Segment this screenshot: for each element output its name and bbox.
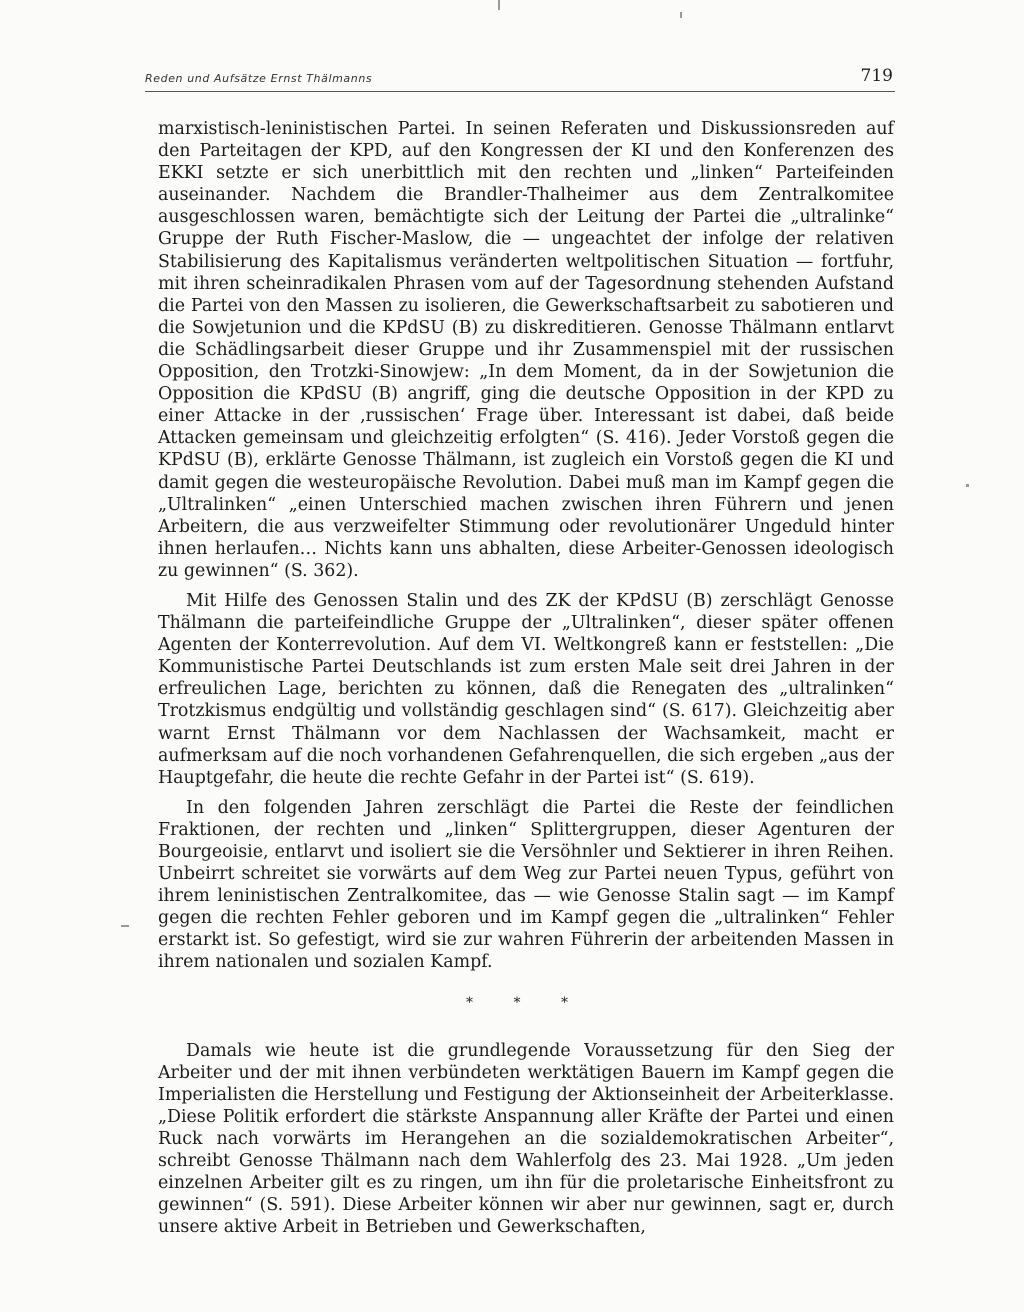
header-rule (145, 91, 895, 92)
scan-speck (121, 925, 129, 927)
scan-speck (966, 484, 969, 487)
body-text (158, 118, 894, 1239)
page-number: 719 (860, 66, 893, 86)
section-separator: * * * (466, 994, 586, 1011)
running-header (145, 66, 895, 96)
paragraph: Mit Hilfe des Genossen Stalin und des ZK der KPdSU (B) zerschlägt Genosse Thälmann die parteifeindliche Gruppe der „Ultralinken“, dieser später offenen Agenten der Konterrevolution. Auf dem VI. Weltkongreß kann er feststellen: „Die Kommunistische Partei Deutschlands ist zum ersten Male seit drei Jahren in der erfreulichen Lage, berichten zu können, daß die Renegaten des „ultralinken“ Trotzkismus endgültig und vollständig geschlagen sind“ (S. 617). Gleichzeitig aber warnt Ernst Thälmann vor dem Nachlassen der Wachsamkeit, macht er aufmerksam auf die noch vorhandenen Gefahrenquellen, die sich ergeben „aus der Hauptgefahr, die heute die rechte Gefahr in der Partei ist“ (S. 619). (158, 590, 894, 788)
paragraph: marxistisch-leninistischen Partei. In seinen Referaten und Diskussionsreden auf den Parteitagen der KPD, auf den Kongressen der KI und den Konferenzen des EKKI setzte er sich unerbittlich mit den rechten und „linken“ Parteifeinden auseinander. Nachdem die Brandler-Thalheimer aus dem Zentralkomitee ausgeschlossen waren, bemächtigte sich der Leitung der Partei die „ultralinke“ Gruppe der Ruth Fischer-Maslow, die — ungeachtet der infolge der relativen Stabilisierung des Kapitalismus veränderten weltpolitischen Situation — fortfuhr, mit ihren scheinradikalen Phrasen vom auf der Tagesordnung stehenden Aufstand die Partei von den Massen zu isolieren, die Gewerkschaftsarbeit zu sabotieren und die Sowjetunion und die KPdSU (B) zu diskreditieren. Genosse Thälmann entlarvt die Schädlingsarbeit dieser Gruppe und ihr Zusammenspiel mit der russischen Opposition, den Trotzki-Sinowjew: „In dem Moment, da in der Sowjetunion die Opposition die KPdSU (B) angriff, ging die deutsche Opposition in der KPD zu einer Attacke in der ‚russischen‘ Frage über. Interessant ist dabei, daß beide Attacken gemeinsam und gleichzeitig erfolgten“ (S. 416). Jeder Vorstoß gegen die KPdSU (B), erklärte Genosse Thälmann, ist zugleich ein Vorstoß gegen die KI und damit gegen die westeuropäische Revolution. Dabei muß man im Kampf gegen die „Ultralinken“ „einen Unterschied machen zwischen ihren Führern und jenen Arbeitern, die aus verzweifelter Stimmung oder revolutionärer Ungeduld hinter ihnen herlaufen… Nichts kann uns abhalten, diese Arbeiter-Genossen ideologisch zu gewinnen“ (S. 362). (158, 119, 894, 581)
paragraph: In den folgenden Jahren zerschlägt die Partei die Reste der feindlichen Fraktionen, der rechten und „linken“ Splittergruppen, dieser Agenturen der Bourgeoisie, entlarvt und isoliert sie die Versöhnler und Sektierer in ihren Reihen. Unbeirrt schreitet sie vorwärts auf dem Weg zur Partei neuen Typus, geführt von ihrem leninistischen Zentralkomitee, das — wie Genosse Stalin sagt — im Kampf gegen die rechten Fehler geboren und im Kampf gegen die „ultralinken“ Fehler erstarkt ist. So gefestigt, wird sie zur wahren Führerin der arbeitenden Massen in ihrem nationalen und sozialen Kampf. (158, 797, 894, 973)
scan-speck (498, 0, 500, 10)
running-title: Reden und Aufsätze Ernst Thälmanns (145, 72, 373, 85)
scan-speck (680, 12, 682, 18)
paragraph: Damals wie heute ist die grundlegende Voraussetzung für den Sieg der Arbeiter und der mit ihnen verbündeten werktätigen Bauern im Kampf gegen die Imperialisten die Herstellung und Festigung der Aktionseinheit der Arbeiterklasse. „Diese Politik erfordert die stärkste Anspannung aller Kräfte der Partei und einen Ruck nach vorwärts im Herangehen an die sozialdemokratischen Arbeiter“, schreibt Genosse Thälmann nach dem Wahlerfolg des 23. Mai 1928. „Um jeden einzelnen Arbeiter gilt es zu ringen, um ihn für die proletarische Einheitsfront zu gewinnen“ (S. 591). Diese Arbeiter können wir aber nur gewinnen, sagt er, durch unsere aktive Arbeit in Betrieben und Gewerkschaften, (158, 1040, 894, 1238)
